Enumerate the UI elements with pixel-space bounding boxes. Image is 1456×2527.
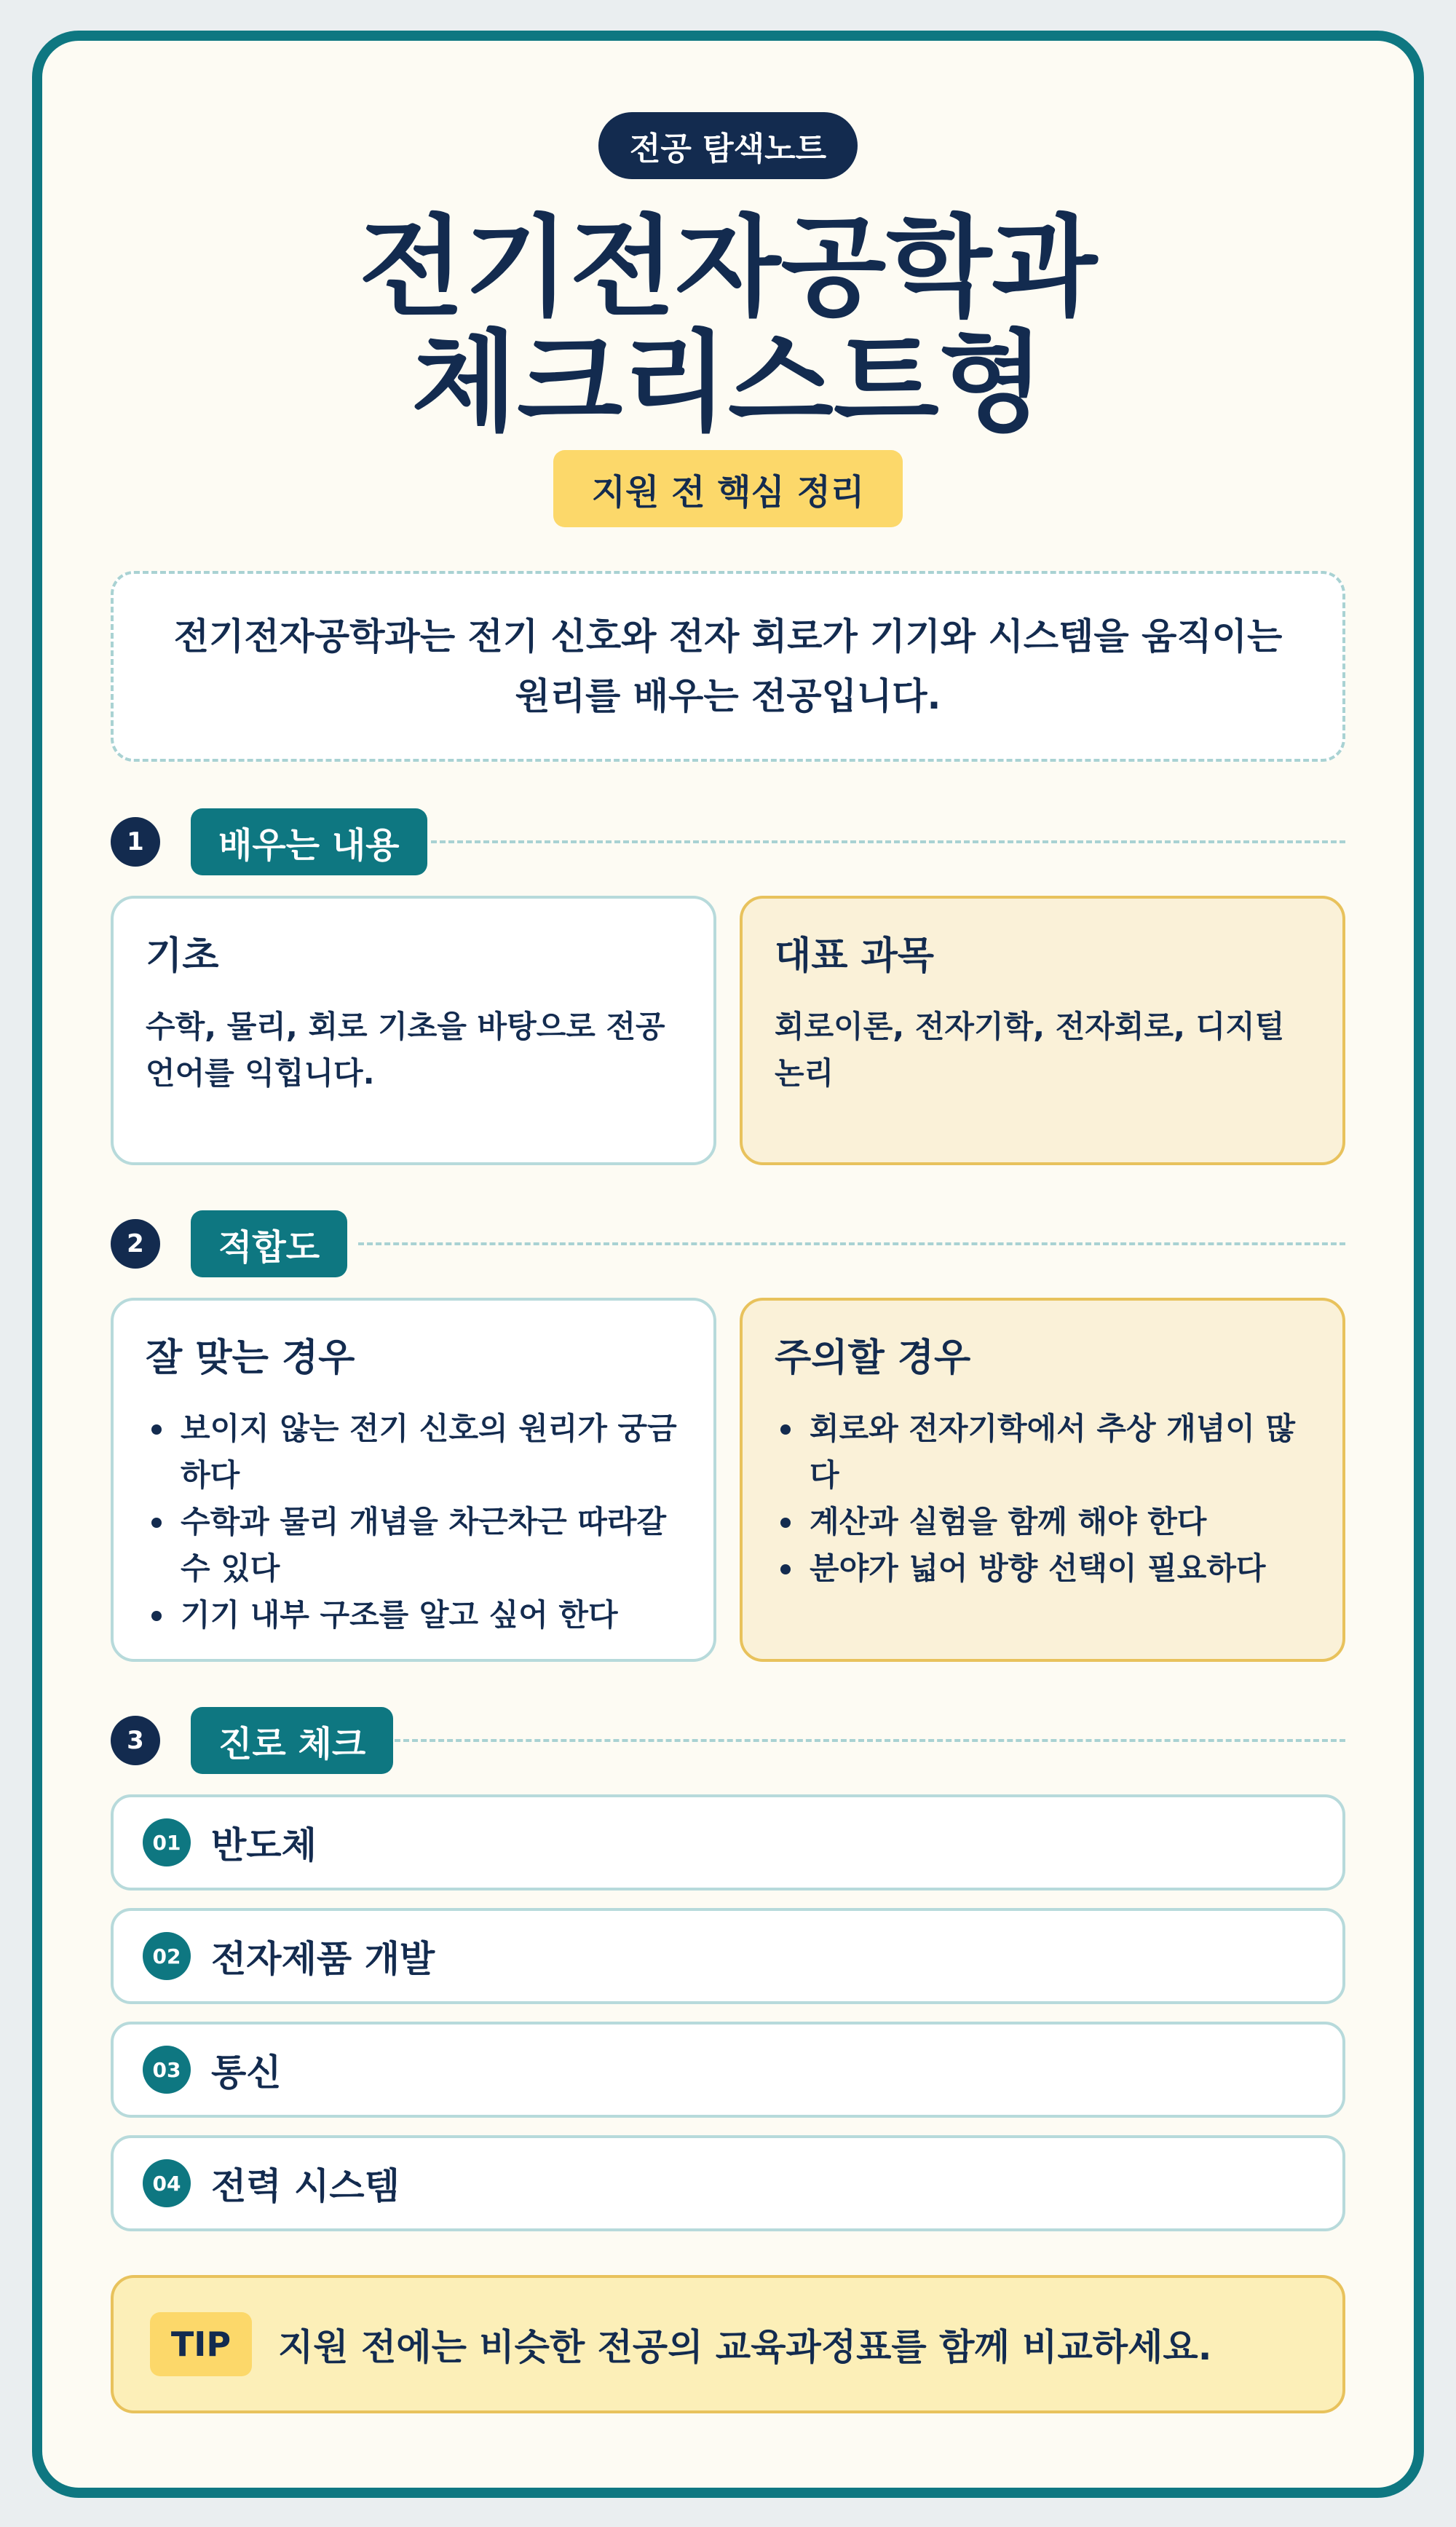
- subjects-title: 대표 과목: [775, 934, 935, 978]
- tip-badge: TIP: [150, 2312, 252, 2376]
- basics-card: [111, 896, 716, 1165]
- good-fit-title: 잘 맞는 경우: [146, 1336, 355, 1380]
- section-label: 배우는 내용: [191, 808, 427, 875]
- basics-title: 기초: [146, 934, 219, 978]
- career-number: 03: [143, 2046, 191, 2094]
- subjects-card: [740, 896, 1345, 1165]
- section-number: 1: [111, 817, 160, 867]
- section-header-fit: [111, 1210, 1345, 1277]
- section-header-career: [111, 1707, 1345, 1774]
- career-item-electronics: [111, 1908, 1345, 2004]
- good-fit-list: [146, 1406, 681, 1639]
- intro-box: [111, 571, 1345, 762]
- career-number: 02: [143, 1932, 191, 1980]
- category-tag: 전공 탐색노트: [598, 112, 858, 179]
- subjects-body: 회로이론, 전자기학, 전자회로, 디지털논리: [775, 1009, 1285, 1091]
- list-item: 수학과 물리 개념을 차근차근 따라갈 수 있다: [146, 1499, 681, 1592]
- tip-text: 지원 전에는 비슷한 전공의 교육과정표를 함께 비교하세요.: [278, 2326, 1212, 2368]
- section-number: 3: [111, 1716, 160, 1765]
- intro-text: 전기전자공학과는 전기 신호와 전자 회로가 기기와 시스템을 움직이는 원리를 배우는 전공입니다.: [173, 615, 1283, 717]
- section-label: 진로 체크: [191, 1707, 393, 1774]
- section-header-learning: [111, 808, 1345, 875]
- list-item: 분야가 넓어 방향 선택이 필요하다: [775, 1545, 1310, 1592]
- list-item: 회로와 전자기학에서 추상 개념이 많다: [775, 1406, 1310, 1499]
- caution-list: [775, 1406, 1310, 1592]
- list-item: 계산과 실험을 함께 해야 한다: [775, 1499, 1310, 1545]
- caution-card: [740, 1298, 1345, 1662]
- list-item: 기기 내부 구조를 알고 싶어 한다: [146, 1592, 681, 1639]
- career-label: 전력 시스템: [211, 2165, 400, 2207]
- subtitle-badge: 지원 전 핵심 정리: [553, 450, 903, 527]
- list-item: 보이지 않는 전기 신호의 원리가 궁금하다: [146, 1406, 681, 1499]
- career-label: 전자제품 개발: [211, 1938, 435, 1980]
- section-divider: [395, 1739, 1345, 1742]
- basics-body: 수학, 물리, 회로 기초을 바탕으로 전공 언어를 익힙니다.: [146, 1009, 665, 1091]
- career-label: 통신: [211, 2051, 282, 2094]
- section-label: 적합도: [191, 1210, 347, 1277]
- good-fit-card: [111, 1298, 716, 1662]
- caution-title: 주의할 경우: [775, 1336, 971, 1380]
- section-divider: [358, 1242, 1345, 1245]
- page-title-line2: 체크리스트형: [411, 320, 1045, 446]
- career-label: 반도체: [211, 1824, 317, 1866]
- page-title-line1: 전기전자공학과: [358, 205, 1098, 331]
- tip-box: [111, 2275, 1345, 2413]
- career-item-telecom: [111, 2022, 1345, 2118]
- section-number: 2: [111, 1219, 160, 1269]
- career-number: 04: [143, 2159, 191, 2207]
- career-number: 01: [143, 1818, 191, 1866]
- career-item-semiconductor: [111, 1794, 1345, 1891]
- career-item-power: [111, 2135, 1345, 2231]
- section-divider: [431, 840, 1345, 843]
